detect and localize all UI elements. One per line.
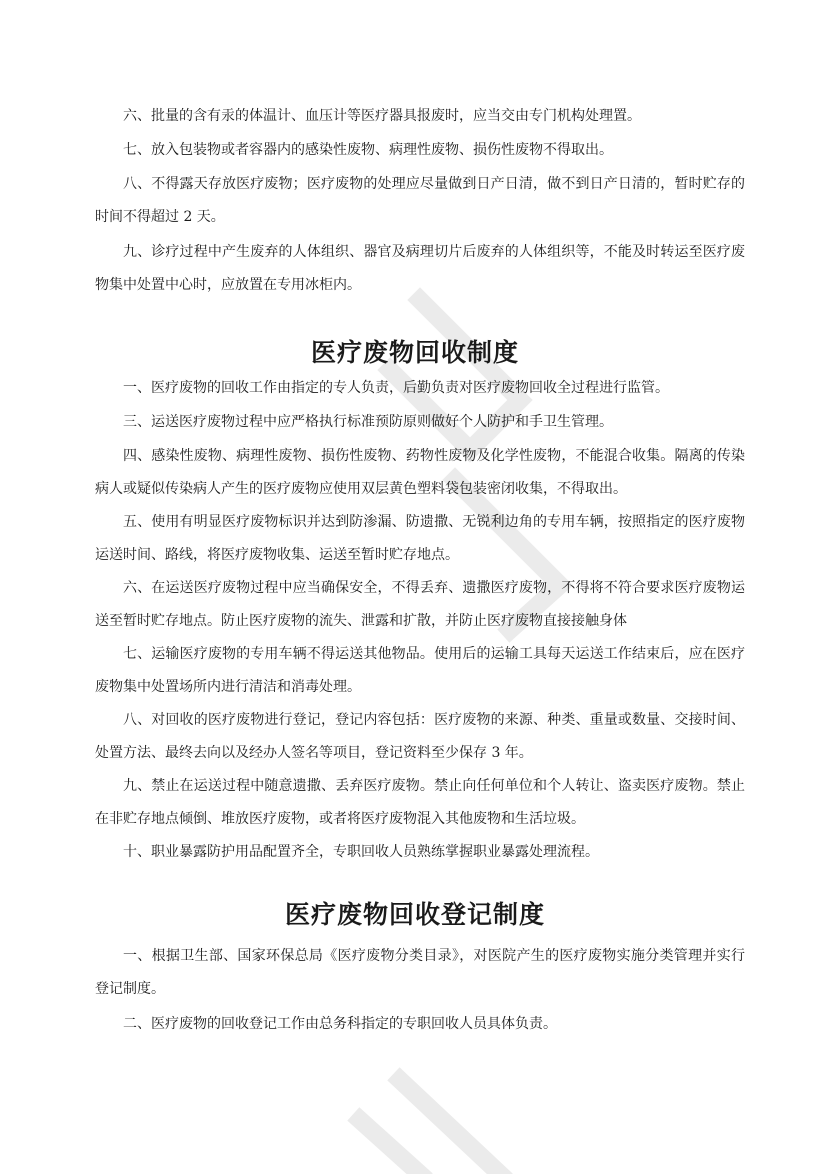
paragraph: 九、诊疗过程中产生废弃的人体组织、器官及病理切片后废弃的人体组织等，不能及时转运至医疗废物集中处置中心时，应放置在专用冰柜内。 [95, 244, 745, 293]
paragraph: 十、职业暴露防护用品配置齐全，专职回收人员熟练掌握职业暴露处理流程。 [123, 844, 599, 860]
watermark-mark-3 [400, 1080, 500, 1174]
section-title: 医疗废物回收登记制度 [284, 900, 545, 929]
paragraph: 九、禁止在运送过程中随意遗撒、丢弃医疗废物。禁止向任何单位和个人转让、盗卖医疗废物。禁止在非贮存地点倾倒、堆放医疗废物，或者将医疗废物混入其他废物和生活垃圾。 [95, 778, 745, 827]
paragraph: 八、对回收的医疗废物进行登记，登记内容包括：医疗废物的来源、种类、重量或数量、交接时间、处置方法、最终去向以及经办人签名等项目，登记资料至少保存 3 年。 [95, 712, 745, 761]
paragraph: 四、感染性废物、病理性废物、损伤性废物、药物性废物及化学性废物，不能混合收集。隔离的传染病人或疑似传染病人产生的医疗废物应使用双层黄色塑料袋包装密闭收集，不得取出。 [95, 448, 745, 497]
paragraph: 七、放入包装物或者容器内的感染性废物、病理性废物、损伤性废物不得取出。 [123, 142, 613, 158]
paragraph: 二、医疗废物的回收登记工作由总务科指定的专职回收人员具体负责。 [123, 1016, 557, 1032]
paragraph: 七、运输医疗废物的专用车辆不得运送其他物品。使用后的运输工具每天运送工作结束后，应在医疗废物集中处置场所内进行清洁和消毒处理。 [95, 646, 745, 695]
paragraph: 八、不得露天存放医疗废物；医疗废物的处理应尽量做到日产日清，做不到日产日清的，暂时贮存的时间不得超过 2 天。 [95, 176, 745, 225]
paragraph: 一、根据卫生部、国家环保总局《医疗废物分类目录》，对医院产生的医疗废物实施分类管理并实行登记制度。 [95, 948, 745, 997]
paragraph: 五、使用有明显医疗废物标识并达到防渗漏、防遗撒、无锐利边角的专用车辆，按照指定的医疗废物运送时间、路线，将医疗废物收集、运送至暂时贮存地点。 [95, 514, 745, 563]
watermark-mark-4 [360, 1120, 420, 1174]
paragraph: 一、医疗废物的回收工作由指定的专人负责，后勤负责对医疗废物回收全过程进行监管。 [123, 380, 669, 396]
paragraph: 三、运送医疗废物过程中应严格执行标准预防原则做好个人防护和手卫生管理。 [123, 414, 613, 430]
paragraph: 六、批量的含有汞的体温计、血压计等医疗器具报废时，应当交由专门机构处理置。 [123, 108, 641, 124]
paragraph: 六、在运送医疗废物过程中应当确保安全，不得丢弃、遗撒医疗废物，不得将不符合要求医疗废物运送至暂时贮存地点。防止医疗废物的流失、泄露和扩散，并防止医疗废物直接接触身体 [95, 580, 745, 629]
section-title: 医疗废物回收制度 [310, 338, 519, 367]
